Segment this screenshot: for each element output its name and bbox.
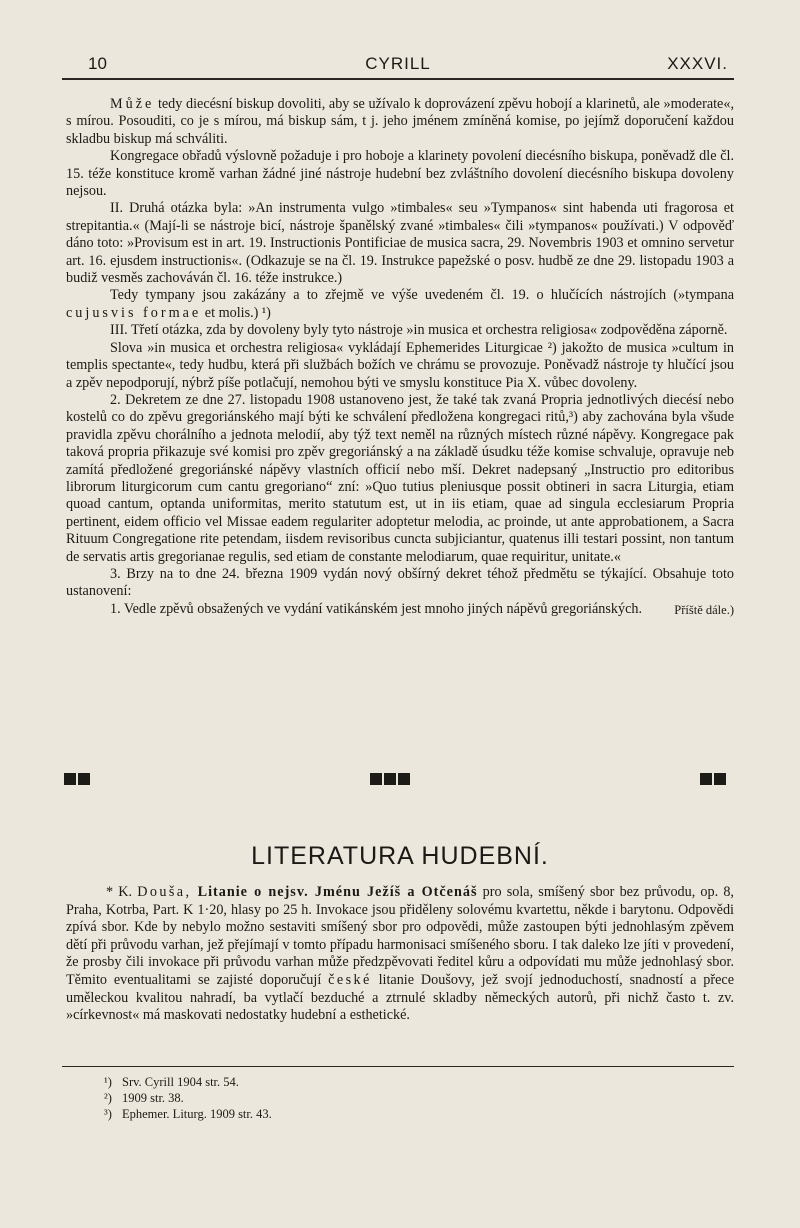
ornament-right xyxy=(700,773,726,785)
footnote: ¹) Srv. Cyrill 1904 str. 54. xyxy=(104,1075,239,1089)
paragraph: Kongregace obřadů výslovně požaduje i pro hoboje a klarinety povolení diecésního biskupa, poněvadž dle čl. 15. téže konstituce kromě varhan žádné jiné nástroje hudební bez zvláštního dovolení diecésního biskupa dovoleny nejsou. xyxy=(66,148,734,200)
running-header xyxy=(62,50,734,80)
ornament-center xyxy=(370,773,410,785)
paragraph: II. Druhá otázka byla: »An instrumenta vulgo »timbales« seu »Tympanos« sint habenda uti fragorosa et strepitantia.« (Mají-li se nástroje bicí, nástroje španělský zvané »timbales« čili »tympanos« používati.) V odpověď dáno toto: »Provisum est in art. 19. Instructionis Pontificiae de musica sacra, 29. Novembris 1903 et omnino servetur art. 16. ejusdem instructionis«. (Odkazuje se na čl. 19. Instrukce papežské o posv. hudbě ze dne 29. listopadu 1903 a budiž vesměs zachováván čl. 16. téže instrukce.) xyxy=(66,200,734,287)
footnotes xyxy=(104,1074,272,1122)
review-paragraph: * K. Douša, Litanie o nejsv. Jménu Ježíš a Otčenáš pro sola, smíšený sbor bez průvodu, op. 8, Praha, Kotrba, Part. K 1·20, hlasy po 25 h. Invokace jsou přiděleny solovému kvartettu, někde i barytonu. Odpovědi zpívá sbor. Kde by nebylo možno sestaviti smíšený sbor pro odpovědi, může zastoupen býti jednohlasým zpěvem dětí při průvodu varhan, jež přejímají v tomto případu harmonisaci smíšeného sboru. I tak daleko lze jíti v provedení, že prosby čili invokace při průvodu varhan může předzpěvovati ředitel kůru a odpovídati mu může jednohlasý sbor. Těmito eventualitami se zajisté doporučují české litanie Doušovy, jež svojí jednoduchostí, snadností a přece uměleckou kvalitou nahradí, ba vytlačí bezduché a ztrnulé skladby německých autorů, při nichž často t. zv. »církevnost« má maskovati nedostatky hudební a esthetické. xyxy=(66,884,734,1024)
footnote: ³) Ephemer. Liturg. 1909 str. 43. xyxy=(104,1107,272,1121)
paragraph: 3. Brzy na to dne 24. března 1909 vydán nový obšírný dekret téhož předmětu se týkající. Obsahuje toto ustanovení: xyxy=(66,565,734,600)
paragraph: Slova »in musica et orchestra religiosa« vykládají Ephemerides Liturgicae ²) jakožto de musica »cultum in templis spectante«, tedy hudbu, která při službách božích ve chrámu se provozuje. Poněvadž nástroje ty hlučící jsou a zpěv nepodporují, nýbrž píše potlačují, nemohou býti ve smyslu konstituce Pia X. vůbec dovoleny. xyxy=(66,339,734,391)
footnote: ²) 1909 str. 38. xyxy=(104,1091,184,1105)
section-title: LITERATURA HUDEBNÍ. xyxy=(251,842,549,870)
spaced-word: české xyxy=(328,971,372,988)
journal-title: CYRILL xyxy=(365,54,431,73)
page-number: 10 xyxy=(88,54,107,73)
work-title: Litanie o nejsv. Jménu Ježíš a Otčenáš xyxy=(191,884,478,900)
spaced-word: Může xyxy=(110,96,155,112)
paragraph: III. Třetí otázka, zda by dovoleny byly tyto nástroje »in musica et orchestra religiosa« zodpověděna záporně. xyxy=(110,322,728,339)
ornament-left xyxy=(64,773,90,785)
footnote-rule xyxy=(62,1066,734,1067)
review-body xyxy=(66,884,734,1025)
article-body xyxy=(66,96,734,620)
spaced-phrase: cujusvis formae xyxy=(66,304,202,321)
volume-number: XXXVI. xyxy=(667,54,728,73)
continued-note: Příště dále.) xyxy=(674,603,734,618)
ornament-divider xyxy=(62,773,734,789)
paragraph: Tedy tympany jsou zakázány a to zřejmě ve výše uvedeném čl. 19. o hlučících nástrojích (»tympana cujusvis formae et molis.) ¹) xyxy=(66,287,734,321)
paragraph: 2. Dekretem ze dne 27. listopadu 1908 ustanoveno jest, že také tak zvaná Propria jednotlivých diecésí nebo kostelů co do zpěvu gregoriánského mají býti ke schválení předložena kongregaci ritů,³) aby zachována byla všude pravidla zpěvu chorálního a jednota melodií, aby týž text neměl na různých místech různé nápěvy. Kongregace pak taková propria přikazuje své komisi pro zpěv gregoriánský a na základě úsudku téže komise schvaluje, opravuje neb zamítá předložené gregoriánské nápěvy vlastních officií nebo mší. Dekret nadepsaný „Instructio pro editoribus librorum liturgicorum cum cantu gregoriano“ zní: »Quo tutius pleniusque possit obtineri in sacra Liturgia, etiam quoad cantum, optanda uniformitas, merito statutum est, ut in iis etiam, quae ad singula ecclesiarum Propria pertinent, eidem officio vel Missae eadem regulariter adoptetur melodia, ac proinde, ut ante approbationem, a Sacra Rituum Congregatione rite petendam, iisdem revisoribus cuncta subjiciantur, quatenus illi testari possint, non tantum de servatis artis gregorianae regulis, sed etiam de constante melodiarum, quae requiritur, unitate.« xyxy=(66,391,734,565)
paragraph: 1. Vedle zpěvů obsažených ve vydání vatikánském jest mnoho jiných nápěvů gregoriánských. xyxy=(110,600,643,617)
paragraph: Může tedy diecésní biskup dovoliti, aby se užívalo k doprovázení zpěvu hobojí a klarinetů, ale »moderate«, s mírou. Posouditi, co je s mírou, má biskup sám, t j. jeho jménem zmíněná komise, po jejímž doporučení každou skladbu biskup má schváliti. xyxy=(66,96,734,147)
author-name: Douša, xyxy=(137,884,192,900)
